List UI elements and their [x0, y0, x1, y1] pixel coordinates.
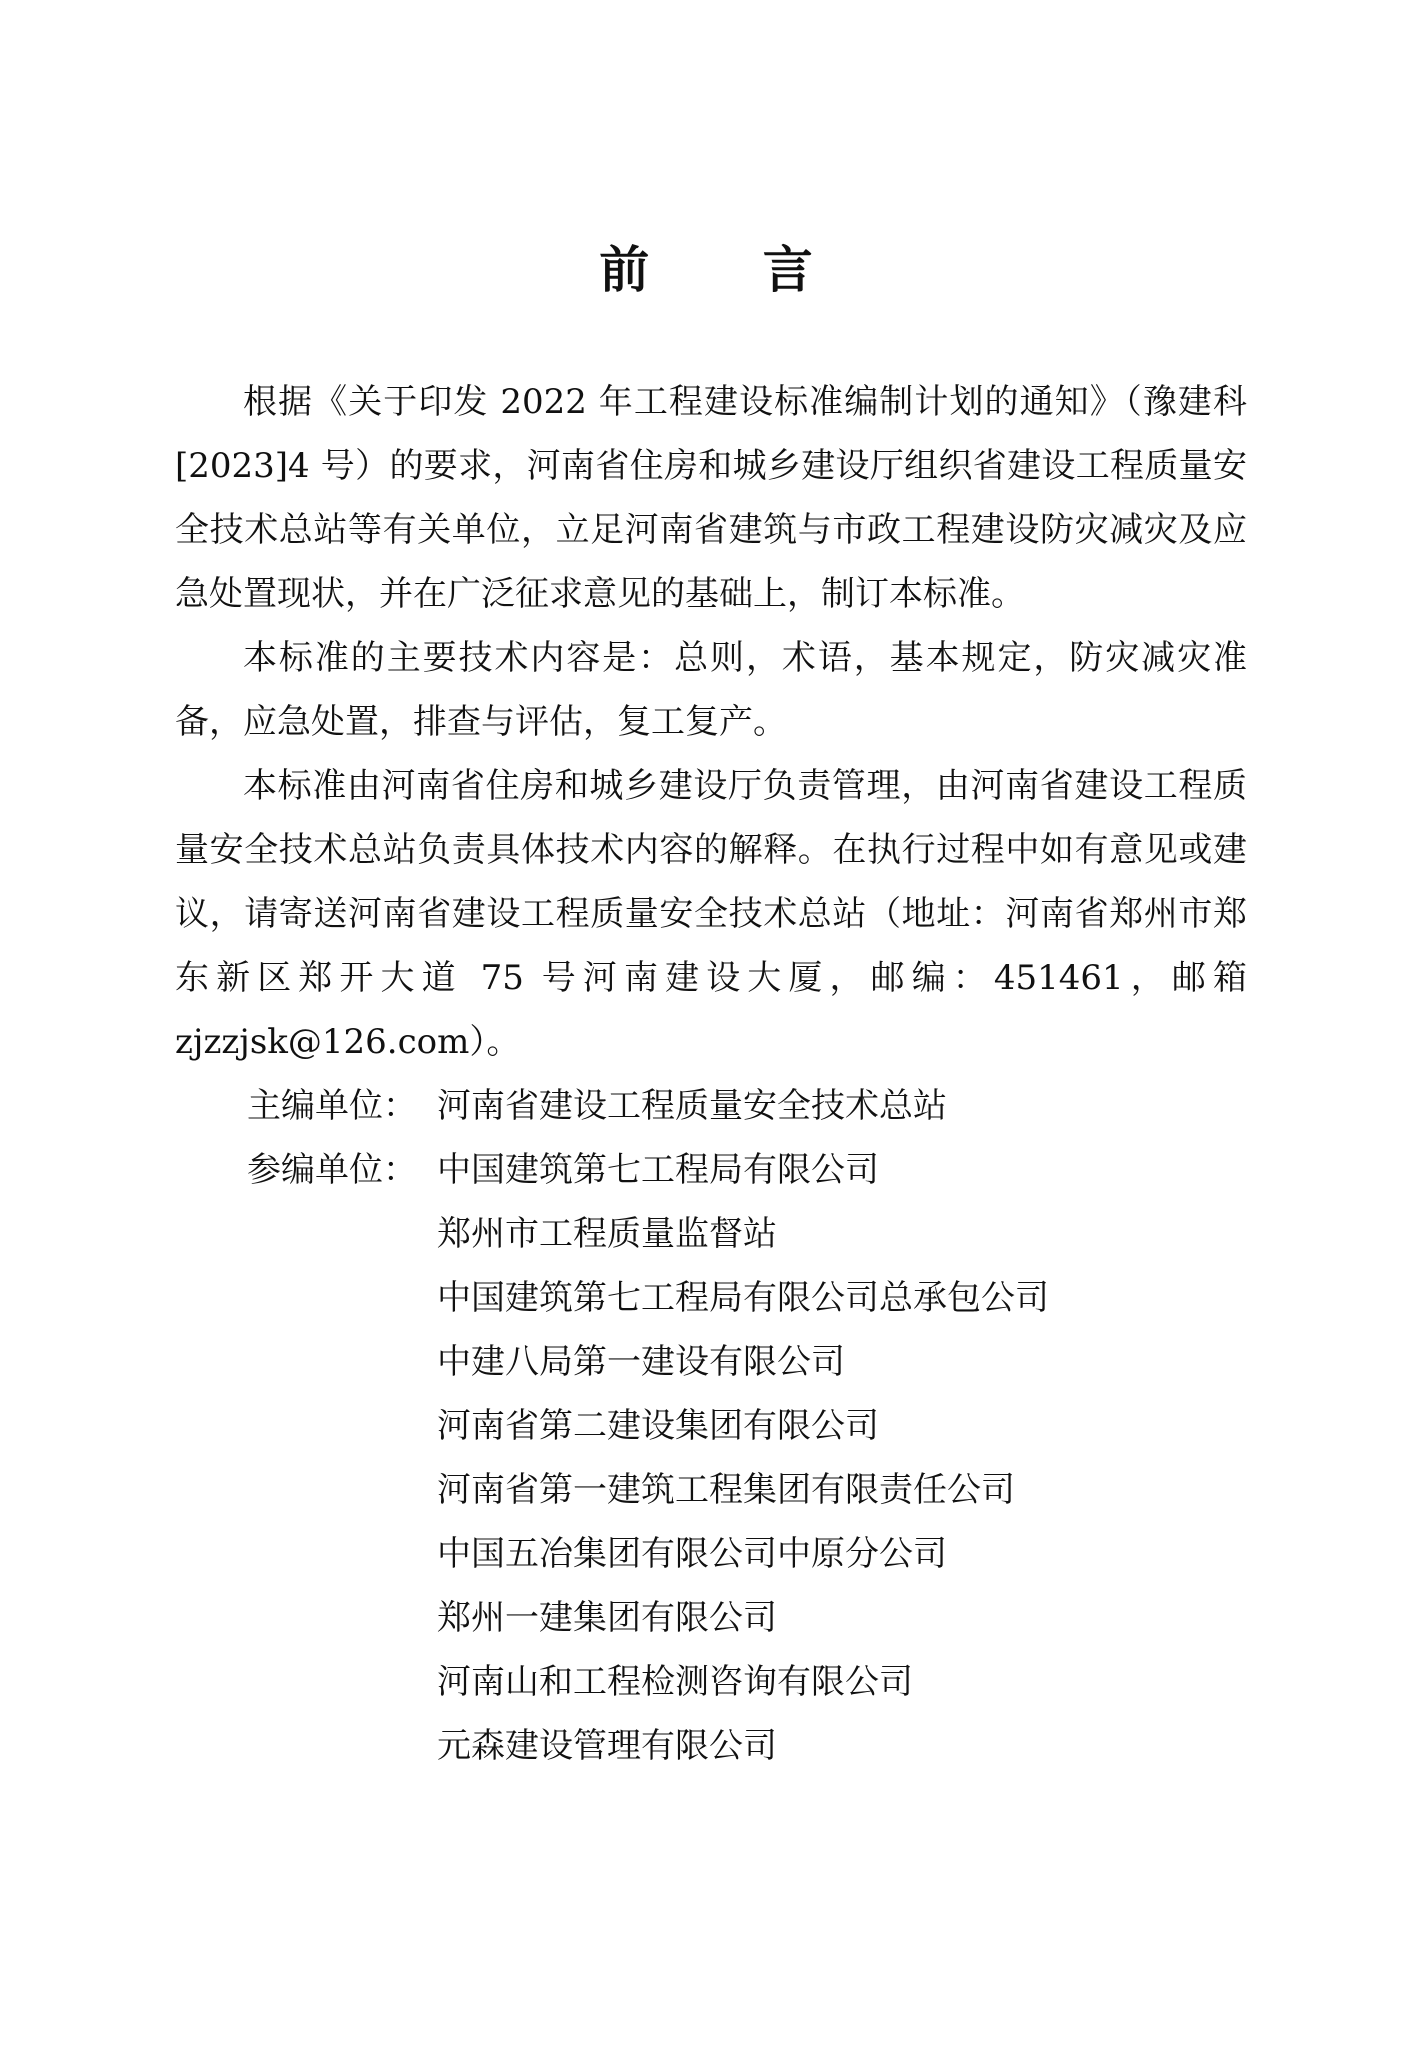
- participating-unit: 河南山和工程检测咨询有限公司: [437, 1662, 913, 1702]
- preface-paragraph-contents: 本标准的主要技术内容是：总则，术语，基本规定，防灾减灾准备，应急处置，排查与评估，复工复产。: [175, 638, 1247, 742]
- participating-unit: 郑州市工程质量监督站: [437, 1214, 777, 1254]
- page-title: 前 言: [599, 240, 861, 299]
- chief-unit-label: 主编单位：: [247, 1086, 417, 1126]
- participating-unit: 元森建设管理有限公司: [437, 1726, 777, 1766]
- drafting-units: [175, 1074, 1247, 1778]
- chief-unit-name: 河南省建设工程质量安全技术总站: [437, 1086, 947, 1126]
- participating-units-label: 参编单位：: [247, 1150, 417, 1190]
- participating-unit: 中国建筑第七工程局有限公司: [437, 1150, 879, 1190]
- preface-paragraph-basis: 根据《关于印发 2022 年工程建设标准编制计划的通知》（豫建科 [2023]4 号）的要求，河南省住房和城乡建设厅组织省建设工程质量安全技术总站等有关单位，立足河南省建筑与市政工程建设防灾减灾及应急处置现状，并在广泛征求意见的基础上，制订本标准。: [175, 382, 1247, 614]
- participating-unit: 中国建筑第七工程局有限公司总承包公司: [437, 1278, 1049, 1318]
- participating-unit: 郑州一建集团有限公司: [437, 1598, 777, 1638]
- preface-body: [175, 370, 1247, 1778]
- participating-units-row: [175, 1138, 1247, 1778]
- participating-unit: 河南省第二建设集团有限公司: [437, 1406, 879, 1446]
- participating-units-list: [437, 1138, 1049, 1778]
- participating-unit: 中建八局第一建设有限公司: [437, 1342, 845, 1382]
- participating-unit: 河南省第一建筑工程集团有限责任公司: [437, 1470, 1015, 1510]
- participating-unit: 中国五冶集团有限公司中原分公司: [437, 1534, 947, 1574]
- chief-unit-row: [175, 1074, 1247, 1138]
- preface-paragraph-management: 本标准由河南省住房和城乡建设厅负责管理，由河南省建设工程质量安全技术总站负责具体技术内容的解释。在执行过程中如有意见或建议，请寄送河南省建设工程质量安全技术总站（地址：河南省郑州市郑东新区郑开大道 75 号河南建设大厦，邮编：451461，邮箱 zjzzjsk@126.com）。: [175, 766, 1247, 1062]
